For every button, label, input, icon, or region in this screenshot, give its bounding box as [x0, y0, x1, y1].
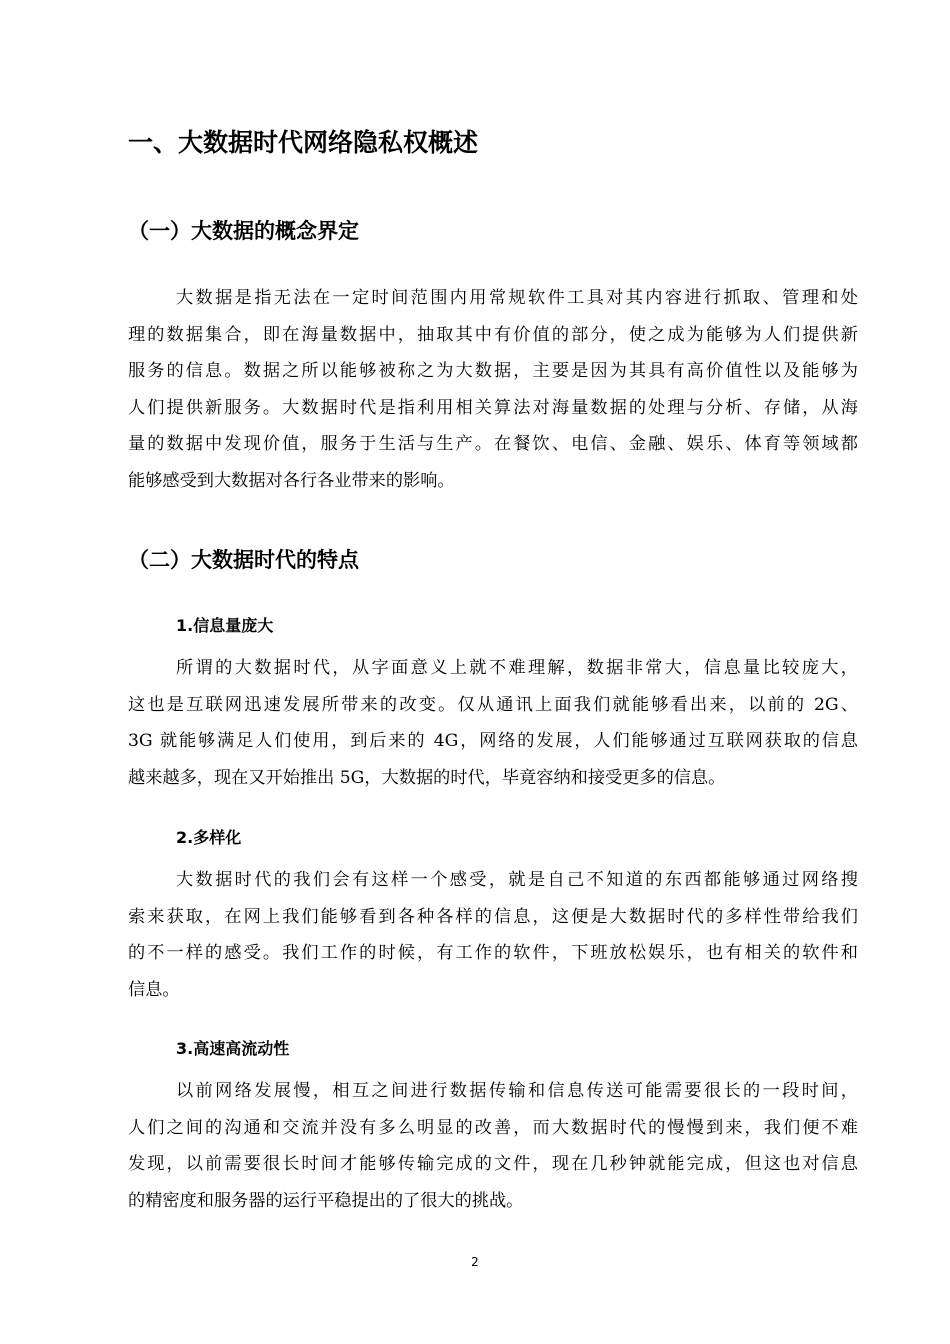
paragraph-line: 人们之间的沟通和交流并没有多么明显的改善，而大数据时代的慢慢到来，我们便不难	[128, 1117, 858, 1138]
paragraph-line: 量的数据中发现价值，服务于生活与生产。在餐饮、电信、金融、娱乐、体育等领域都	[128, 434, 858, 455]
paragraph-line: 服务的信息。数据之所以能够被称之为大数据，主要是因为其具有高价值性以及能够为	[128, 361, 858, 382]
subsection-heading-velocity: 3.高速高流动性	[176, 1039, 290, 1058]
paragraph-concept	[128, 280, 858, 500]
paragraph-line: 大数据是指无法在一定时间范围内用常规软件工具对其内容进行抓取、管理和处	[176, 288, 858, 308]
paragraph-line: 越来越多，现在又开始推出 5G，大数据的时代，毕竟容纳和接受更多的信息。	[128, 767, 726, 788]
paragraph-line: 信息。	[128, 979, 180, 1000]
section-heading-concept: （一）大数据的概念界定	[128, 219, 359, 243]
page-number: 2	[471, 1255, 479, 1269]
paragraph-line: 能够感受到大数据对各行各业带来的影响。	[128, 470, 455, 491]
paragraph-diversity	[128, 862, 858, 1008]
subsection-heading-volume: 1.信息量庞大	[176, 616, 274, 635]
paragraph-line: 的不一样的感受。我们工作的时候，有工作的软件，下班放松娱乐，也有相关的软件和	[128, 943, 858, 964]
paragraph-line: 发现，以前需要很长时间才能够传输完成的文件，现在几秒钟就能完成，但这也对信息	[128, 1154, 858, 1175]
paragraph-line: 所谓的大数据时代，从字面意义上就不难理解，数据非常大，信息量比较庞大，	[176, 658, 858, 678]
paragraph-line: 3G 就能够满足人们使用，到后来的 4G，网络的发展，人们能够通过互联网获取的信息	[128, 731, 858, 752]
paragraph-line: 人们提供新服务。大数据时代是指利用相关算法对海量数据的处理与分析、存储，从海	[128, 397, 858, 418]
paragraph-line: 索来获取，在网上我们能够看到各种各样的信息，这便是大数据时代的多样性带给我们	[128, 906, 858, 927]
paragraph-line: 大数据时代的我们会有这样一个感受，就是自己不知道的东西都能够通过网络搜	[176, 870, 858, 890]
section-heading-features: （二）大数据时代的特点	[128, 548, 359, 572]
paragraph-line: 这也是互联网迅速发展所带来的改变。仅从通讯上面我们就能够看出来，以前的 2G、	[128, 694, 858, 715]
paragraph-volume	[128, 650, 858, 796]
paragraph-line: 理的数据集合，即在海量数据中，抽取其中有价值的部分，使之成为能够为人们提供新	[128, 324, 858, 345]
paragraph-line: 以前网络发展慢，相互之间进行数据传输和信息传送可能需要很长的一段时间，	[176, 1081, 858, 1101]
paragraph-velocity	[128, 1073, 858, 1219]
chapter-heading: 一、大数据时代网络隐私权概述	[128, 128, 479, 157]
subsection-heading-diversity: 2.多样化	[176, 828, 242, 847]
paragraph-line: 的精密度和服务器的运行平稳提出的了很大的挑战。	[128, 1190, 524, 1211]
